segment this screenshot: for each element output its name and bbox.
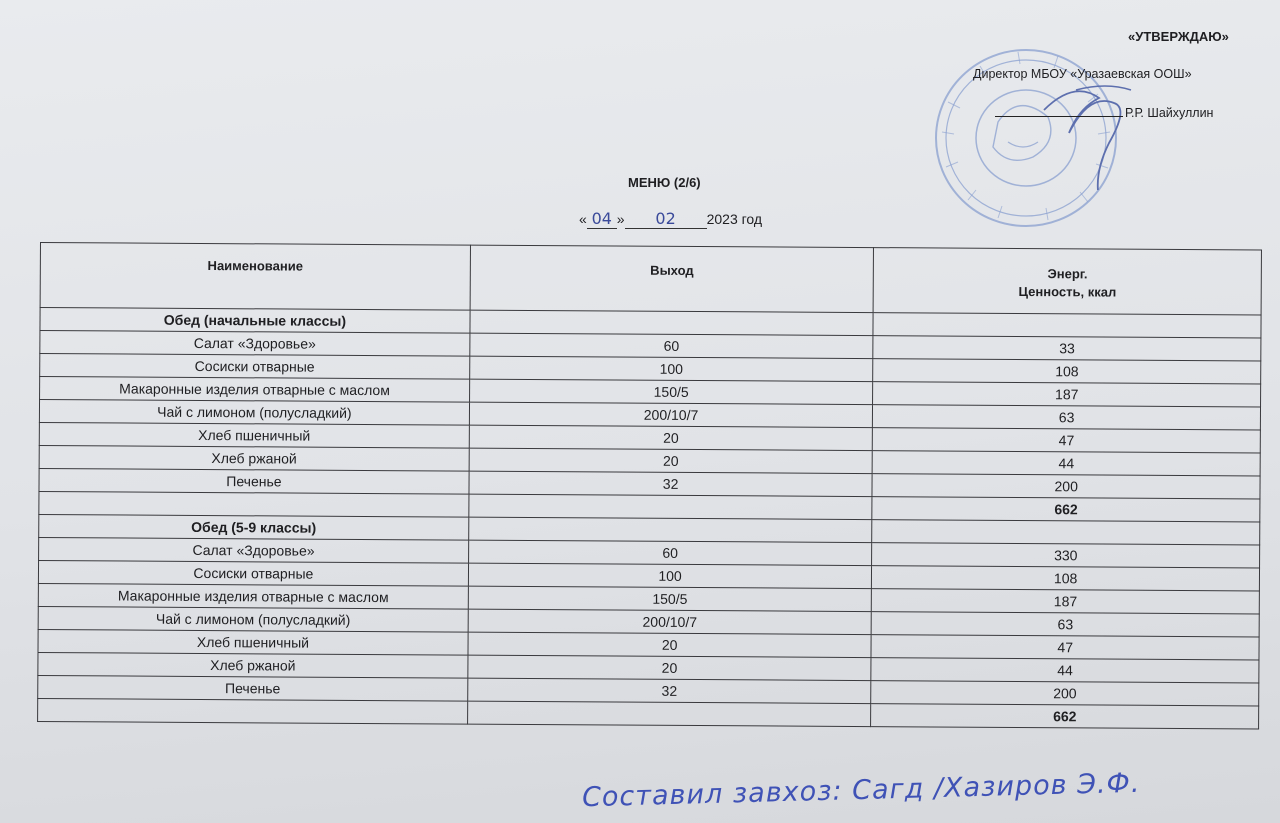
dish-energy: 187 bbox=[872, 589, 1260, 614]
dish-energy: 200 bbox=[871, 681, 1259, 706]
dish-name: Сосиски отварные bbox=[40, 354, 470, 380]
approval-position: Директор МБОУ «Уразаевская ООШ» bbox=[973, 67, 1192, 81]
dish-name: Печенье bbox=[39, 468, 469, 494]
dish-name: Хлеб ржаной bbox=[39, 445, 469, 471]
section-title-empty-energy bbox=[872, 520, 1260, 545]
dish-name: Хлеб пшеничный bbox=[39, 422, 469, 448]
header-energy bbox=[873, 248, 1261, 315]
dish-energy: 187 bbox=[873, 382, 1261, 407]
header-energy-line1: Энерг. bbox=[1047, 266, 1088, 282]
total-empty-name bbox=[39, 491, 469, 517]
dish-output: 200/10/7 bbox=[468, 609, 872, 634]
header-output bbox=[470, 245, 874, 312]
dish-energy: 44 bbox=[872, 451, 1260, 476]
approval-name: Р.Р. Шайхуллин bbox=[1125, 106, 1214, 120]
dish-output: 100 bbox=[469, 356, 873, 381]
dish-output: 60 bbox=[468, 540, 872, 565]
dish-output: 150/5 bbox=[469, 379, 873, 404]
menu-table bbox=[37, 242, 1262, 729]
header-output-label: Выход bbox=[650, 262, 694, 278]
dish-output: 20 bbox=[468, 632, 872, 657]
dish-energy: 63 bbox=[871, 612, 1259, 637]
dish-name: Хлеб ржаной bbox=[38, 652, 468, 678]
dish-output: 20 bbox=[468, 655, 872, 680]
dish-output: 60 bbox=[470, 333, 874, 358]
signature-blank bbox=[995, 116, 1123, 117]
dish-name: Макаронные изделия отварные с маслом bbox=[40, 377, 470, 403]
header-energy-line2: Ценность, ккал bbox=[1018, 283, 1117, 300]
menu-table-body bbox=[38, 308, 1262, 729]
total-empty-output bbox=[467, 701, 871, 726]
total-empty-name bbox=[38, 698, 468, 724]
table-header-row bbox=[40, 243, 1261, 315]
dish-name: Хлеб пшеничный bbox=[38, 629, 468, 655]
date-year: 2023 год bbox=[706, 211, 763, 227]
dish-output: 20 bbox=[469, 425, 873, 450]
dish-name: Чай с лимоном (полусладкий) bbox=[38, 606, 468, 632]
dish-output: 150/5 bbox=[468, 586, 872, 611]
total-energy: 662 bbox=[872, 497, 1260, 522]
compiled-by-handwritten: Составил завхоз: Сагд /Хазиров Э.Ф. bbox=[581, 767, 1141, 814]
dish-name: Салат «Здоровье» bbox=[39, 537, 469, 563]
dish-energy: 63 bbox=[873, 405, 1261, 430]
date-month: 02 bbox=[625, 209, 707, 229]
dish-energy: 330 bbox=[872, 543, 1260, 568]
date-open-quote: « bbox=[579, 211, 587, 227]
section-title: Обед (начальные классы) bbox=[40, 308, 470, 334]
dish-name: Чай с лимоном (полусладкий) bbox=[39, 400, 469, 426]
total-energy: 662 bbox=[871, 704, 1259, 729]
date-day: 04 bbox=[587, 209, 617, 229]
director-signature-icon bbox=[1036, 70, 1136, 190]
dish-output: 32 bbox=[469, 471, 873, 496]
dish-energy: 44 bbox=[871, 658, 1259, 683]
dish-output: 20 bbox=[469, 448, 873, 473]
dish-name: Сосиски отварные bbox=[38, 560, 468, 586]
approval-signature-line bbox=[995, 106, 1240, 120]
dish-energy: 108 bbox=[872, 566, 1260, 591]
dish-output: 100 bbox=[468, 563, 872, 588]
total-empty-output bbox=[469, 494, 873, 519]
dish-energy: 200 bbox=[872, 474, 1260, 499]
menu-title: МЕНЮ (2/6) bbox=[628, 175, 701, 190]
date-close-quote: » bbox=[616, 211, 625, 227]
dish-name: Макаронные изделия отварные с маслом bbox=[38, 583, 468, 609]
dish-name: Печенье bbox=[38, 675, 468, 701]
header-name: Наименование bbox=[40, 243, 470, 311]
dish-energy: 33 bbox=[873, 336, 1261, 361]
dish-energy: 47 bbox=[871, 635, 1259, 660]
dish-output: 32 bbox=[468, 678, 872, 703]
dish-name: Салат «Здоровье» bbox=[40, 331, 470, 357]
approval-title: «УТВЕРЖДАЮ» bbox=[1128, 29, 1229, 44]
section-title-empty-output bbox=[470, 310, 874, 335]
dish-energy: 47 bbox=[873, 428, 1261, 453]
section-title-empty-output bbox=[468, 517, 872, 542]
section-title-empty-energy bbox=[873, 313, 1261, 338]
section-title: Обед (5-9 классы) bbox=[39, 514, 469, 540]
menu-date bbox=[579, 209, 762, 229]
dish-energy: 108 bbox=[873, 359, 1261, 384]
dish-output: 200/10/7 bbox=[469, 402, 873, 427]
